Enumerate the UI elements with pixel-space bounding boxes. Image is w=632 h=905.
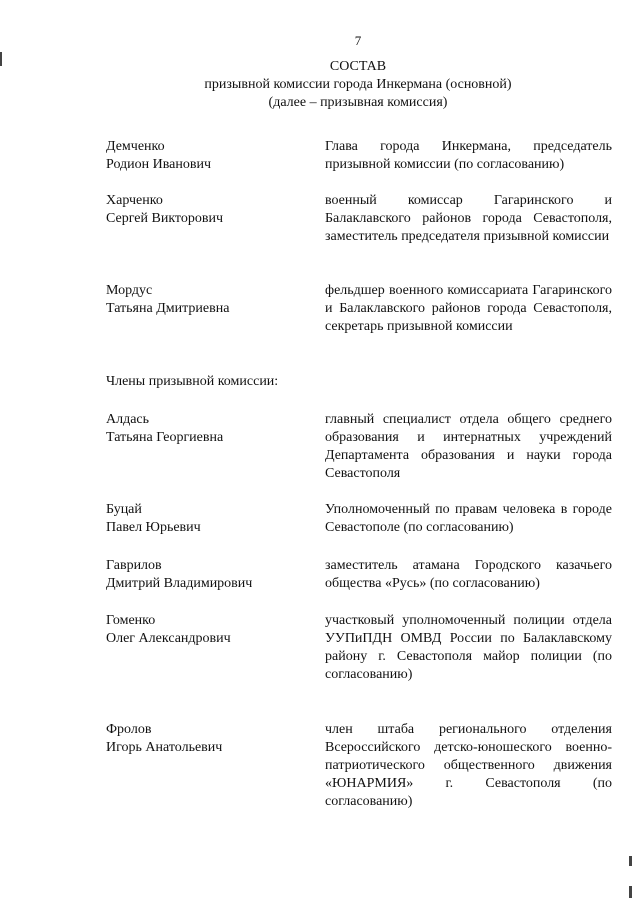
person-name <box>106 282 229 318</box>
person-given-names: Сергей Викторович <box>106 211 224 226</box>
person-surname: Гаврилов <box>106 558 162 573</box>
person-surname: Мордус <box>106 283 153 298</box>
person-name <box>106 192 223 228</box>
person-given-names: Родион Иванович <box>106 157 212 172</box>
person-name <box>106 501 201 537</box>
person-surname: Харченко <box>106 193 163 208</box>
person-role: главный специалист отдела общего среднего образования и интернатных учреждений Департамента образования и науки города Севастополя <box>325 412 612 481</box>
page-number: 7 <box>354 33 362 48</box>
person-name <box>106 612 231 648</box>
document-subtitle-line1: призывной комиссии города Инкермана (основной) <box>204 77 512 92</box>
person-given-names: Игорь Анатольевич <box>106 740 223 755</box>
person-role: военный комиссар Гагаринского и Балаклавского районов города Севастополя, заместитель председателя призывной комиссии <box>325 193 612 244</box>
person-given-names: Дмитрий Владимирович <box>106 576 253 591</box>
person-role: участковый уполномоченный полиции отдела УУПиПДН ОМВД России по Балаклавскому району г. Севастополя майор полиции (по согласованию) <box>325 613 612 682</box>
scan-margin-mark <box>0 52 2 66</box>
person-role: фельдшер военного комиссариата Гагаринского и Балаклавского районов города Севастополя, секретарь призывной комиссии <box>325 283 612 334</box>
person-role: заместитель атамана Городского казачьего общества «Русь» (по согласованию) <box>325 558 612 591</box>
document-title-block <box>0 58 632 112</box>
person-name <box>106 138 211 174</box>
person-surname: Гоменко <box>106 613 156 628</box>
person-given-names: Татьяна Георгиевна <box>106 430 224 445</box>
person-role: Глава города Инкермана, председатель призывной комиссии (по согласованию) <box>325 139 612 172</box>
person-surname: Буцай <box>106 502 142 517</box>
person-given-names: Олег Александрович <box>106 631 231 646</box>
person-name <box>106 411 223 447</box>
members-heading: Члены призывной комиссии: <box>106 374 279 389</box>
document-subtitle-line2: (далее – призывная комиссия) <box>268 95 448 110</box>
person-name <box>106 557 252 593</box>
person-role: член штаба регионального отделения Всероссийского детско-юношеского военно-патриотического общественного движения «ЮНАРМИЯ» г. Севастополя (по согласованию) <box>325 722 612 809</box>
person-given-names: Татьяна Дмитриевна <box>106 301 230 316</box>
person-given-names: Павел Юрьевич <box>106 520 201 535</box>
person-surname: Фролов <box>106 722 152 737</box>
person-surname: Демченко <box>106 139 165 154</box>
person-name <box>106 721 222 757</box>
person-surname: Алдась <box>106 412 150 427</box>
document-title: СОСТАВ <box>329 59 387 74</box>
person-role: Уполномоченный по правам человека в городе Севастополе (по согласованию) <box>325 502 612 535</box>
